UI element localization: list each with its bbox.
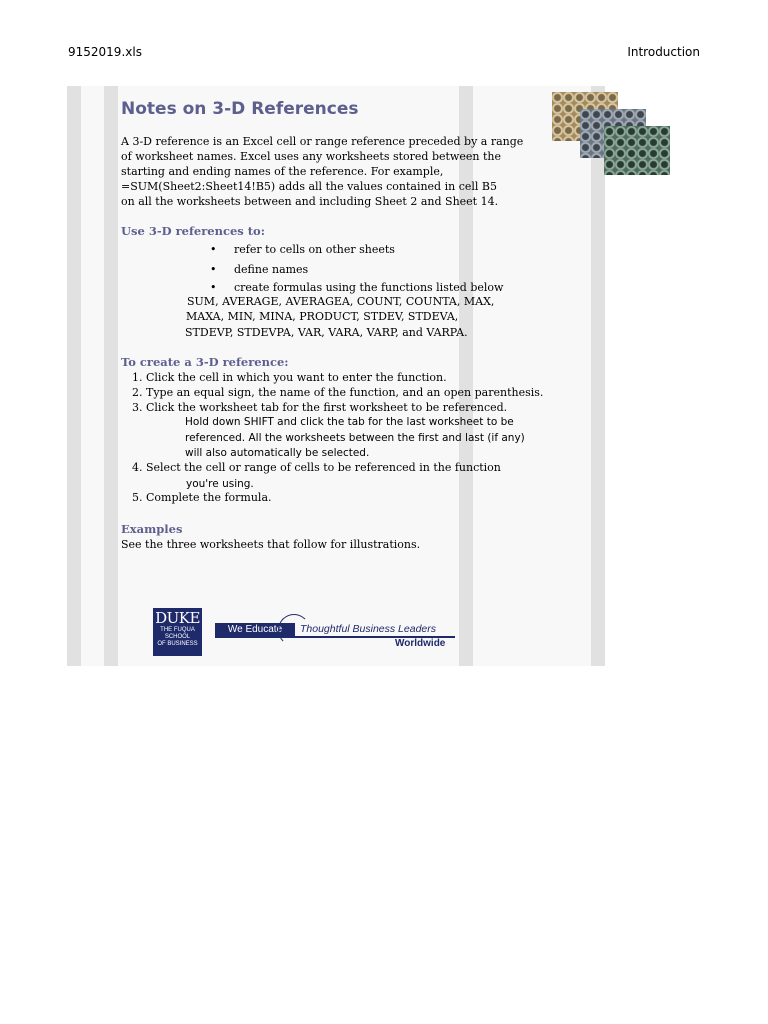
functions-line: SUM, AVERAGE, AVERAGEA, COUNT, COUNTA, MAX, [187,295,495,308]
step-3: 3. Click the worksheet tab for the first worksheet to be referenced. [132,401,508,414]
use-heading: Use 3-D references to: [121,224,265,238]
school-line: OF BUSINESS [157,641,198,647]
examples-text: See the three worksheets that follow for illustrations. [121,538,421,551]
step-3-note: referenced. All the worksheets between the first and last (if any) [185,432,525,444]
page-title: Notes on 3-D References [121,99,359,119]
step-3-note: Hold down SHIFT and click the tab for the last worksheet to be [185,416,514,428]
use-bullet: • refer to cells on other sheets [234,242,395,257]
column-stripe [459,86,473,666]
create-heading: To create a 3-D reference: [121,355,289,369]
intro-line: starting and ending names of the reference. For example, [121,165,444,178]
functions-line: STDEVP, STDEVPA, VAR, VARA, VARP, and VARPA. [185,326,468,339]
column-stripe [591,86,605,666]
step-4: 4. Select the cell or range of cells to be referenced in the function [132,461,501,474]
duke-logo [153,608,202,656]
duke-wordmark: DUKE [155,609,200,627]
step-5: 5. Complete the formula. [132,491,272,504]
column-stripe [67,86,81,666]
step-4-note: you're using. [186,478,254,490]
sheet-name: Introduction [627,45,700,59]
tagline: Thoughtful Business Leaders [300,623,437,635]
intro-line: of worksheet names. Excel uses any worksheets stored between the [121,150,501,163]
school-line: THE FUQUA [160,627,195,633]
intro-line: A 3-D reference is an Excel cell or range reference preceded by a range [121,135,524,148]
step-2: 2. Type an equal sign, the name of the function, and an open parenthesis. [132,386,544,399]
pattern-tile-green [604,126,670,175]
step-1: 1. Click the cell in which you want to enter the function. [132,371,447,384]
functions-line: MAXA, MIN, MINA, PRODUCT, STDEV, STDEVA, [186,310,459,323]
column-stripe [104,86,118,666]
examples-heading: Examples [121,522,183,536]
use-bullet: • create formulas using the functions listed below [234,280,503,295]
educate-label: We Educate [215,623,295,636]
use-bullet: • define names [234,262,308,277]
step-3-note: will also automatically be selected. [185,447,370,459]
intro-line: on all the worksheets between and including Sheet 2 and Sheet 14. [121,195,499,208]
school-line: SCHOOL [164,634,191,640]
file-name: 9152019.xls [68,45,142,59]
worldwide-label: Worldwide [395,638,446,649]
intro-line: =SUM(Sheet2:Sheet14!B5) adds all the values contained in cell B5 [121,180,497,193]
